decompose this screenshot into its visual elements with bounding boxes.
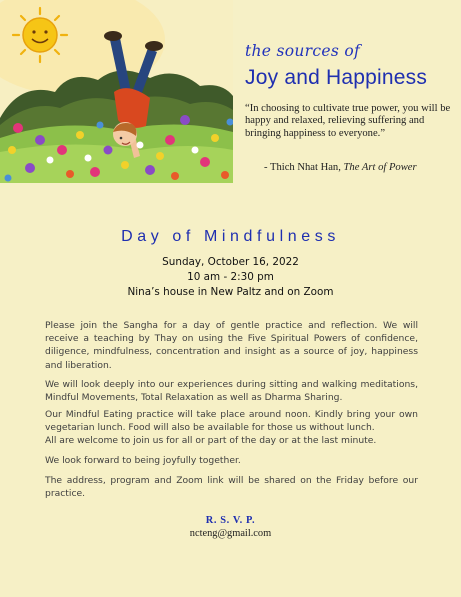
- body-paragraph-lunch: [45, 408, 418, 448]
- event-location: Nina’s house in New Paltz and on Zoom: [127, 286, 334, 298]
- welcome-text: All are welcome to join us for all or part of the day or at the last minute.: [45, 435, 377, 447]
- header-eyebrow: the sources of: [245, 42, 360, 60]
- attribution-book: The Art of Power: [343, 162, 417, 173]
- quote-text: “In choosing to cultivate true power, you will be happy and relaxed, relieving suffering and bringing happiness to everyone.”: [245, 103, 451, 139]
- rsvp-email[interactable]: ncteng@gmail.com: [189, 528, 272, 539]
- body-paragraph-practices: We will look deeply into our experiences during sitting and walking meditations, Mindful Movements, Total Relaxation as well as Dharma Sharing.: [45, 379, 418, 404]
- quote-attribution: [264, 162, 417, 173]
- illustration-child-meadow-icon: [0, 0, 233, 183]
- header-headline: Joy and Happiness: [245, 66, 428, 89]
- event-date: Sunday, October 16, 2022: [162, 256, 299, 268]
- rsvp-label: R. S. V. P.: [205, 515, 256, 526]
- body-paragraph-closing: We look forward to being joyfully together.: [45, 455, 241, 466]
- body-paragraph-invitation: Please join the Sangha for a day of gentle practice and reflection. We will receive a teaching by Thay on using the Five Spiritual Powers of confidence, diligence, mindfulness, concentration and insight as a source of joy, happiness and liberation.: [45, 320, 418, 371]
- body-paragraph-details: The address, program and Zoom link will be shared on the Friday before our practice.: [45, 475, 418, 500]
- event-title: Day of Mindfulness: [121, 228, 340, 245]
- lunch-text: Our Mindful Eating practice will take place around noon. Kindly bring your own vegetarian lunch. Food will also be available for those us without lunch.: [45, 409, 418, 434]
- event-time: 10 am - 2:30 pm: [187, 271, 274, 283]
- attribution-author: - Thich Nhat Han,: [264, 162, 344, 173]
